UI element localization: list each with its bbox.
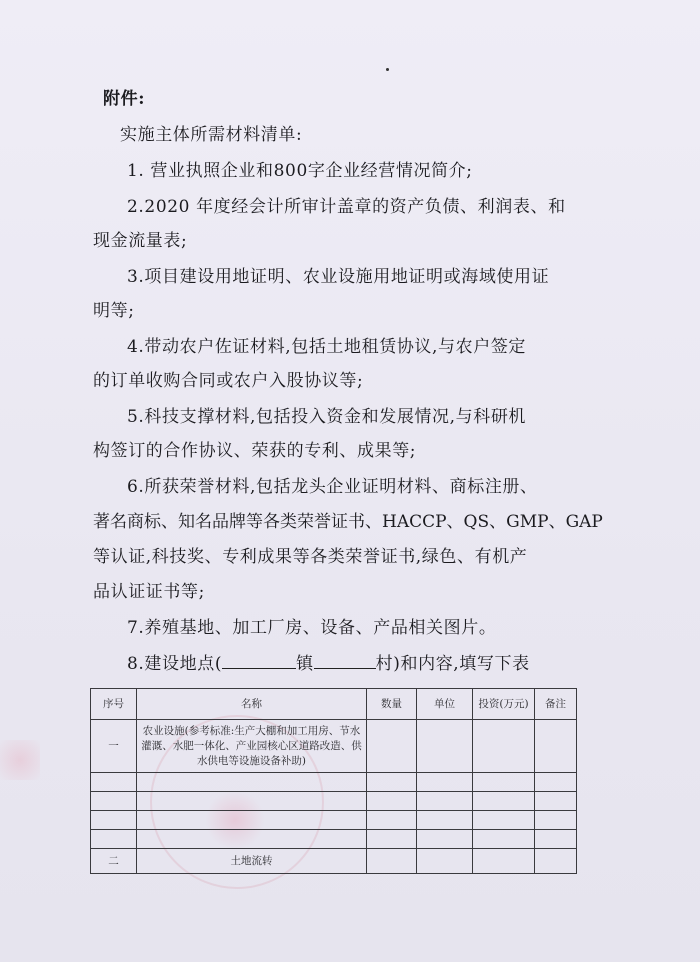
header-number: 序号: [91, 689, 137, 720]
quantity-cell: [367, 720, 417, 773]
row-name: 土地流转: [137, 849, 367, 874]
header-investment: 投资(万元): [473, 689, 535, 720]
item-3-line-2: 明等;: [93, 301, 135, 321]
table-row: [91, 830, 577, 849]
header-quantity: 数量: [367, 689, 417, 720]
item-3-line-1: 3.项目建设用地证明、农业设施用地证明或海域使用证: [127, 267, 550, 287]
construction-content-table: [90, 688, 577, 874]
table-row: [91, 811, 577, 830]
item-5-line-1: 5.科技支撑材料,包括投入资金和发展情况,与科研机: [127, 407, 527, 427]
table-row: [91, 792, 577, 811]
table-row: [91, 720, 577, 773]
town-blank: [222, 652, 296, 669]
item-8-town: 镇: [296, 654, 314, 674]
item-7: 7.养殖基地、加工厂房、设备、产品相关图片。: [127, 618, 497, 638]
remarks-cell: [535, 720, 577, 773]
item-8-suffix: 村)和内容,填写下表: [375, 654, 530, 674]
table-row: [91, 773, 577, 792]
header-remarks: 备注: [535, 689, 577, 720]
item-5-line-2: 构签订的合作协议、荣获的专利、成果等;: [93, 441, 417, 461]
red-ink-mark: [0, 740, 40, 780]
row-number: 一: [91, 720, 137, 773]
row-number: 二: [91, 849, 137, 874]
village-blank: [314, 652, 376, 669]
table-header-row: [91, 689, 577, 720]
header-unit: 单位: [417, 689, 473, 720]
item-6-line-1: 6.所获荣誉材料,包括龙头企业证明材料、商标注册、: [127, 477, 538, 497]
item-8: [127, 652, 530, 675]
attachment-heading: 附件:: [103, 89, 146, 109]
item-4-line-2: 的订单收购合同或农户入股协议等;: [93, 371, 364, 391]
item-2-line-1: 2.2020 年度经会计所审计盖章的资产负债、利润表、和: [127, 197, 566, 217]
header-name: 名称: [137, 689, 367, 720]
unit-cell: [417, 720, 473, 773]
checklist-title: 实施主体所需材料清单:: [120, 125, 303, 145]
ink-dot: [386, 68, 389, 71]
row-name: 农业设施(参考标准:生产大棚和加工用房、节水灌溉、水肥一体化、产业园核心区道路改造、供水供电等设施设备补助): [137, 720, 367, 773]
table-row: [91, 849, 577, 874]
item-6-line-3: 等认证,科技奖、专利成果等各类荣誉证书,绿色、有机产: [93, 547, 528, 567]
item-8-prefix: 8.建设地点(: [127, 654, 223, 674]
investment-cell: [473, 720, 535, 773]
item-2-line-2: 现金流量表;: [93, 231, 188, 251]
item-4-line-1: 4.带动农户佐证材料,包括土地租赁协议,与农户签定: [127, 337, 527, 357]
item-6-line-4: 品认证证书等;: [93, 582, 205, 602]
item-1: 1. 营业执照企业和800字企业经营情况简介;: [127, 161, 473, 181]
item-6-line-2: 著名商标、知名品牌等各类荣誉证书、HACCP、QS、GMP、GAP: [93, 512, 603, 532]
